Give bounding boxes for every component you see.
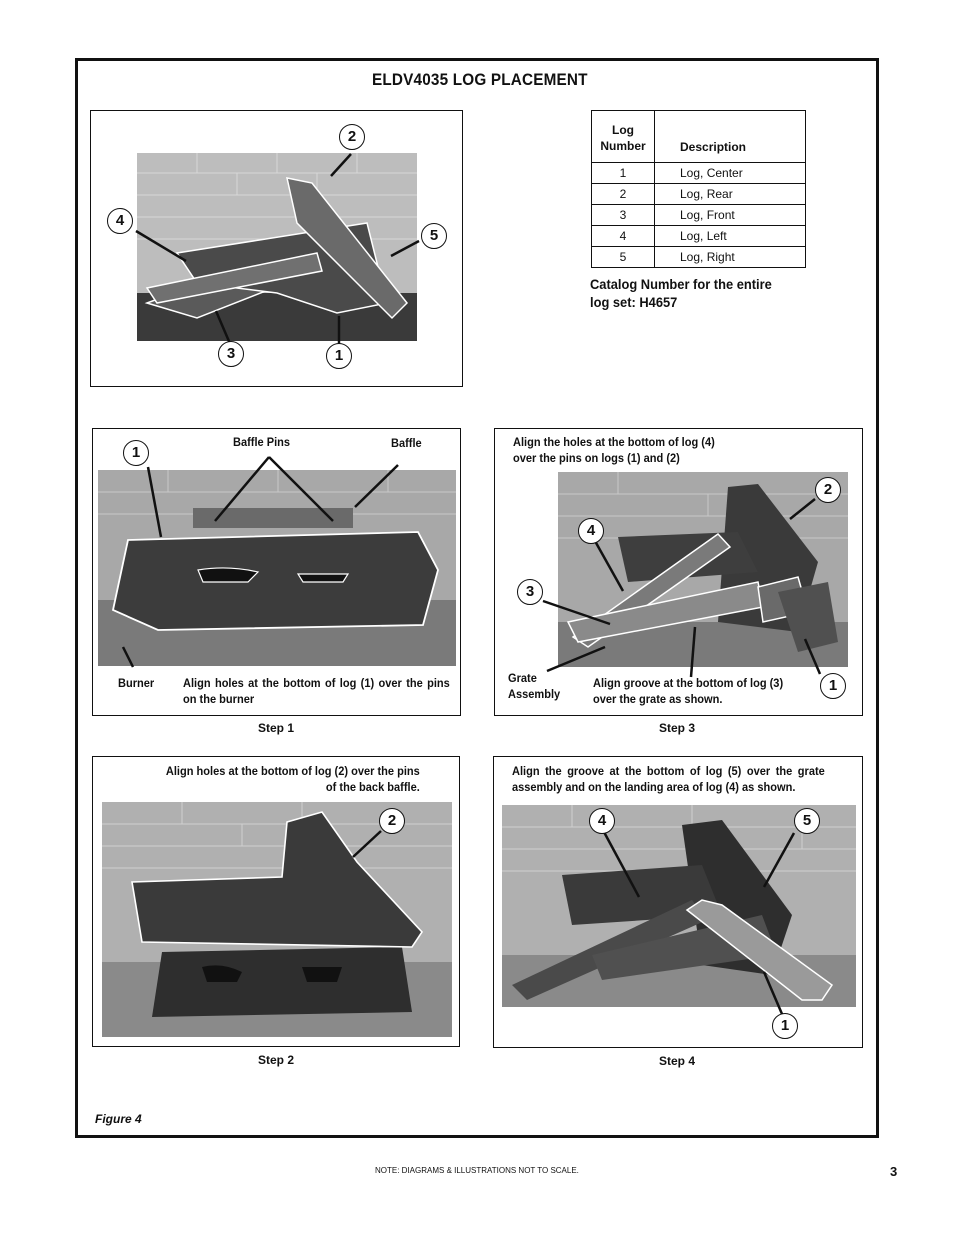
step4-caption: Step 4 [659,1054,696,1068]
step1-leaders [93,429,462,717]
table-cell-number: 5 [592,247,655,268]
overview-callout-1: 1 [326,343,352,369]
table-cell-description: Log, Right [655,247,806,268]
burner-label: Burner [118,676,155,690]
overview-box [90,110,463,387]
table-header-log-number [592,111,655,163]
step2-callout-2: 2 [379,808,405,834]
step3-instruction-top: Align the holes at the bottom of log (4) over the pins on logs (1) and (2) [513,435,715,465]
catalog-note: Catalog Number for the entire log set: H4657 [590,276,772,310]
baffle-pins-label: Baffle Pins [233,435,291,449]
table-cell-number: 3 [592,205,655,226]
table-cell-description: Log, Center [655,163,806,184]
step2-caption: Step 2 [258,1053,295,1067]
page-title: ELDV4035 LOG PLACEMENT [372,70,588,89]
step3-callout-3: 3 [517,579,543,605]
step2-leaders [93,757,461,1048]
table-row [592,247,806,268]
overview-callout-3: 3 [218,341,244,367]
step4-box [493,756,863,1048]
overview-callout-4: 4 [107,208,133,234]
step1-caption: Step 1 [258,721,295,735]
grate-assembly-label: Grate Assembly [508,671,561,701]
step4-callout-5: 5 [794,808,820,834]
overview-callout-5: 5 [421,223,447,249]
table-cell-number: 2 [592,184,655,205]
step1-box [92,428,461,716]
table-row [592,226,806,247]
step3-callout-1: 1 [820,673,846,699]
figure-label: Figure 4 [95,1112,142,1126]
table-row [592,184,806,205]
overview-callout-2: 2 [339,124,365,150]
baffle-label: Baffle [391,436,422,450]
step1-instruction: Align holes at the bottom of log (1) over the pins on the burner [183,676,450,706]
step3-box [494,428,863,716]
table-cell-description: Log, Rear [655,184,806,205]
footer-note: NOTE: DIAGRAMS & ILLUSTRATIONS NOT TO SCALE. [375,1166,579,1175]
table-cell-description: Log, Front [655,205,806,226]
step3-caption: Step 3 [659,721,696,735]
table-cell-number: 4 [592,226,655,247]
step3-callout-4: 4 [578,518,604,544]
table-cell-number: 1 [592,163,655,184]
header-log-number-text: Log Number [600,123,646,153]
step4-callout-1: 1 [772,1013,798,1039]
step2-box [92,756,460,1047]
step4-instruction: Align the groove at the bottom of log (5) over the grate assembly and on the landing area of log (4) as shown. [512,764,825,794]
step1-callout-1: 1 [123,440,149,466]
log-table [591,110,806,268]
step3-callout-2: 2 [815,477,841,503]
step3-instruction-bottom: Align groove at the bottom of log (3) over the grate as shown. [593,676,784,706]
table-header-row [592,111,806,163]
step4-callout-4: 4 [589,808,615,834]
table-cell-description: Log, Left [655,226,806,247]
step4-leaders [494,757,864,1049]
table-header-description: Description [655,111,806,163]
step2-instruction: Align holes at the bottom of log (2) over the pins of the back baffle. [165,764,420,794]
table-row [592,205,806,226]
page-number: 3 [890,1164,898,1179]
table-row [592,163,806,184]
overview-leaders [91,111,464,388]
